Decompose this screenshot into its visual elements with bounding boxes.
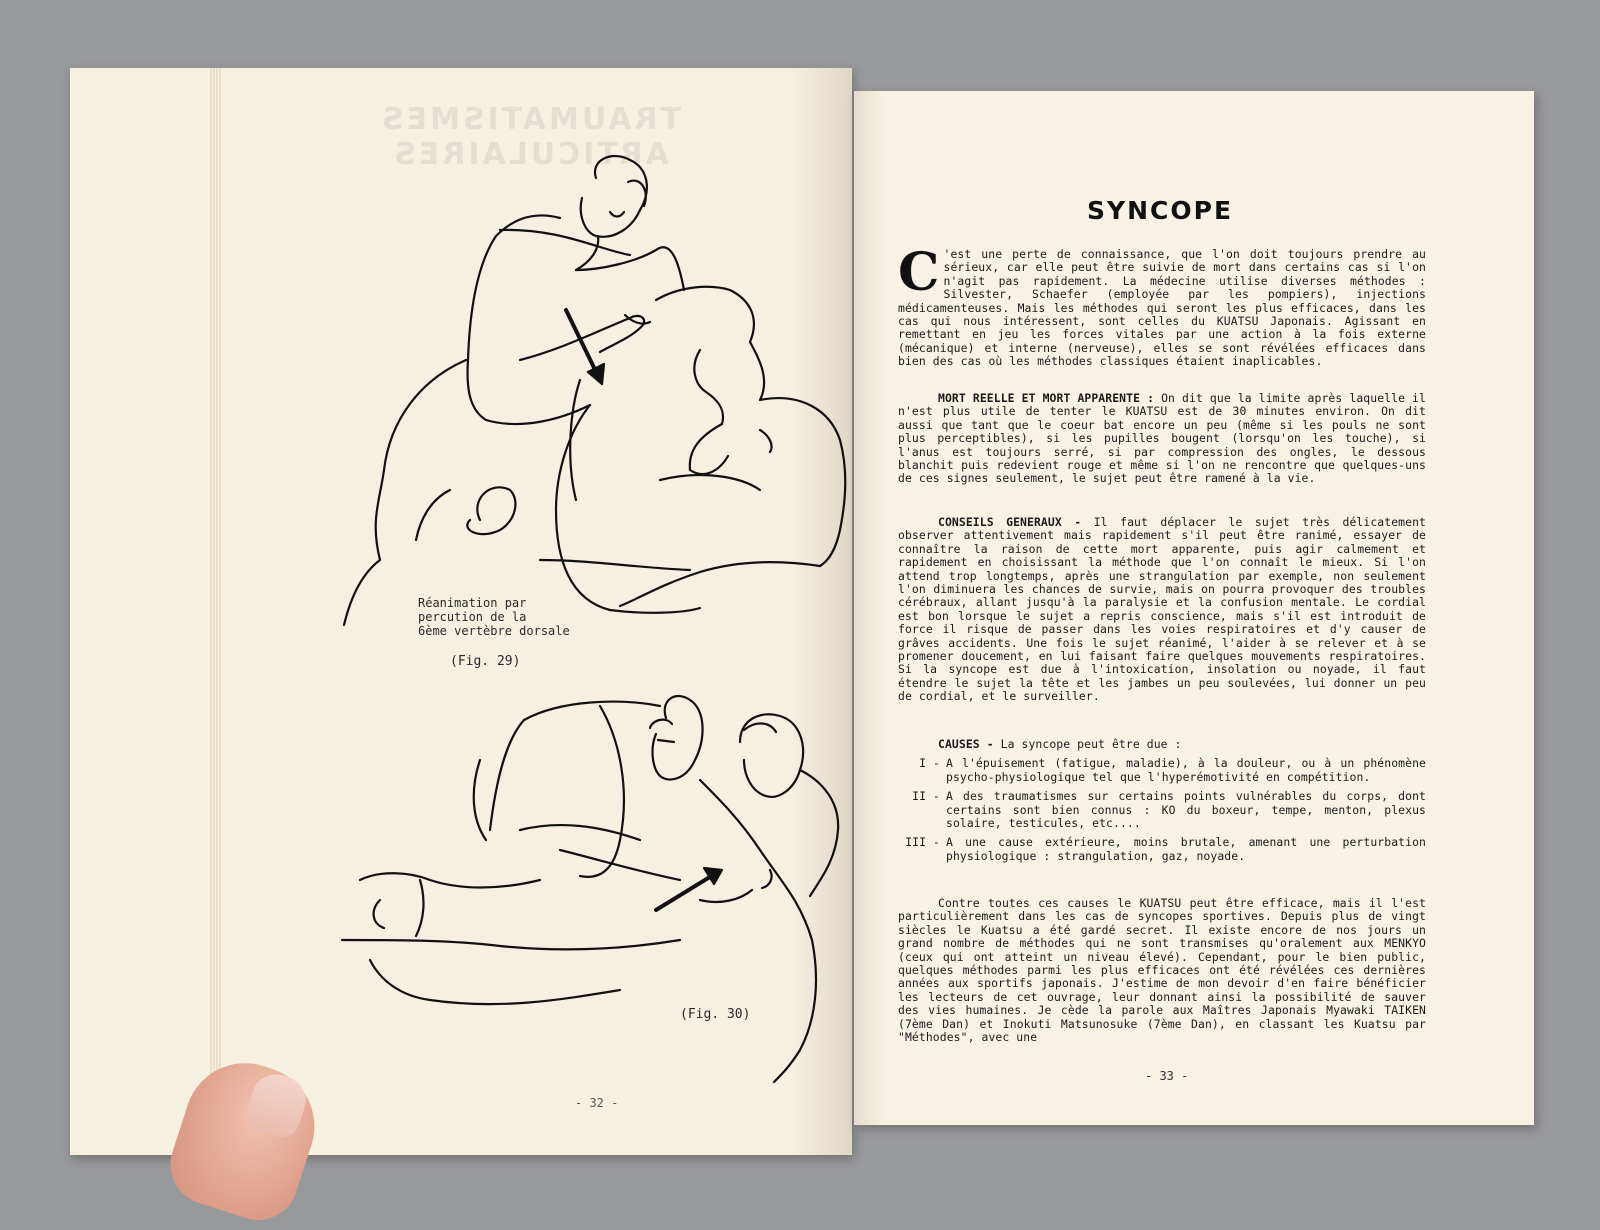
section-heading: MORT REELLE ET MORT APPARENTE :	[938, 391, 1155, 405]
closing-paragraph	[898, 897, 1426, 1044]
fig29-caption	[418, 596, 570, 638]
section-heading: CONSEILS GENERAUX -	[938, 515, 1082, 529]
cause-number: I -	[919, 756, 940, 771]
cause-item	[898, 836, 1426, 863]
figure-30-drawing	[342, 696, 838, 1082]
figure-29-drawing	[344, 156, 845, 625]
fig30-label: (Fig. 30)	[680, 1007, 751, 1022]
closing-text: Contre toutes ces causes le KUATSU peut être efficace, mais il l'est particulièrement dans les cas de syncopes sportives. Depuis plus de vingt siècles le Kuatsu a été gardé secret. Il existe encore de nos jours un grand nombre de méthodes qui ne sont transmises qu'oralement aux MENKYO (ceux qui ont atteint un niveau élevé). Cependant, pour le bien public, quelques méthodes parmi les plus efficaces ont été révélées ces dernières années aux sportifs japonais. J'estime de mon devoir d'en faire bénéficier les lecteurs de cet ouvrage, leur donnant ainsi la possibilité de sauver des vies humaines. Je cède la parole aux Maîtres Japonais Myawaki TAIKEN (7ème Dan) et Inokuti Matsunosuke (7ème Dan), en classant les Kuatsu par "Méthodes", avec une	[898, 896, 1426, 1045]
section-heading: CAUSES -	[938, 737, 994, 751]
cause-text: A l'épuisement (fatigue, maladie), à la douleur, ou à un phénomène psycho-physiologique tel que l'hyperémotivité en compétition.	[946, 756, 1426, 784]
cause-text: A une cause extérieure, moins brutale, amenant une perturbation physiologique : strangulation, gaz, noyade.	[946, 835, 1426, 863]
caption-line: 6ème vertèbre dorsale	[418, 624, 570, 638]
causes-intro: La syncope peut être due :	[1000, 737, 1182, 751]
section-mort-reelle	[898, 392, 1426, 486]
section-causes	[898, 738, 1426, 863]
page-number-right: - 33 -	[1145, 1069, 1189, 1083]
page-number-left: - 32 -	[575, 1096, 619, 1110]
bleed-through-text: TRAUMATISMES ARTICULAIRES	[378, 102, 682, 172]
section-body: On dit que la limite après laquelle il n'est plus utile de tenter le KUATSU est de 30 minutes environ. On dit aussi que tant que le coeur bat encore un peu (même si les pouls ne sont plus perceptibles), si les pupilles bougent (lorsqu'on les touche), si l'anus est toujours serré, si par compression des ongles, le dessous blanchit puis redevient rouge et même si l'on ne rencontre que quelques-uns de ces signes seulement, le sujet peut être ramené à la vie.	[898, 391, 1426, 486]
fig29-label: (Fig. 29)	[450, 654, 521, 669]
cause-item	[898, 790, 1426, 830]
section-body: Il faut déplacer le sujet très délicatement observer attentivement mais rapidement s'il peut être ranimé, essayer de connaître la raison de cette mort apparente, puis agir calmement et rapidement en choisissant la méthode que l'on connaît le mieux. Si l'on attend trop longtemps, après une strangulation par exemple, non seulement l'on diminuera les chances de survie, mais on pourra provoquer des troubles cérébraux, allant jusqu'à la paralysie et la confusion mentale. Le cordial est bon lorsque le sujet a repris conscience, mais s'il est introduit de force il risque de passer dans les voies respiratoires et d'y causer de grâves accidents. Une fois le sujet réanimé, l'aider à se relever et à se promener doucement, en lui faisant faire quelques mouvements respiratoires. Si la syncope est due à l'intoxication, insolation ou noyade, il faut étendre le sujet la tête et les jambes un peu soulevées, lui donner un peu de cordial, et le surveiller.	[898, 515, 1426, 704]
cause-number: II -	[912, 789, 940, 804]
intro-text: 'est une perte de connaissance, que l'on doit toujours prendre au sérieux, car elle peut être suivie de mort dans certains cas si l'on n'agit pas rapidement. La médecine utilise diverses méthodes : Silvester, Schaefer (employée par les pompiers), injections médicamenteuses. Mais les méthodes qui seront les plus efficaces, dans les cas qui nous intéressent, sont celles du KUATSU Japonais. Agissant en remettant en jeu les forces vitales par une action à la fois externe (mécanique) et interne (nerveuse), elles se sont révélées efficaces dans bien des cas où les méthodes classiques étaient inaplicables.	[898, 247, 1426, 369]
section-conseils	[898, 516, 1426, 704]
caption-line: percution de la	[418, 610, 527, 624]
intro-paragraph	[898, 242, 1426, 369]
drop-cap: C	[898, 242, 940, 303]
cause-number: III -	[905, 835, 940, 850]
cause-text: A des traumatismes sur certains points vulnérables du corps, dont certains sont bien connus : KO du boxeur, tempe, menton, plexus solaire, testicules, etc....	[946, 789, 1426, 831]
page-title: SYNCOPE	[1086, 196, 1234, 225]
caption-line: Réanimation par	[418, 596, 527, 610]
cause-item	[898, 757, 1426, 784]
